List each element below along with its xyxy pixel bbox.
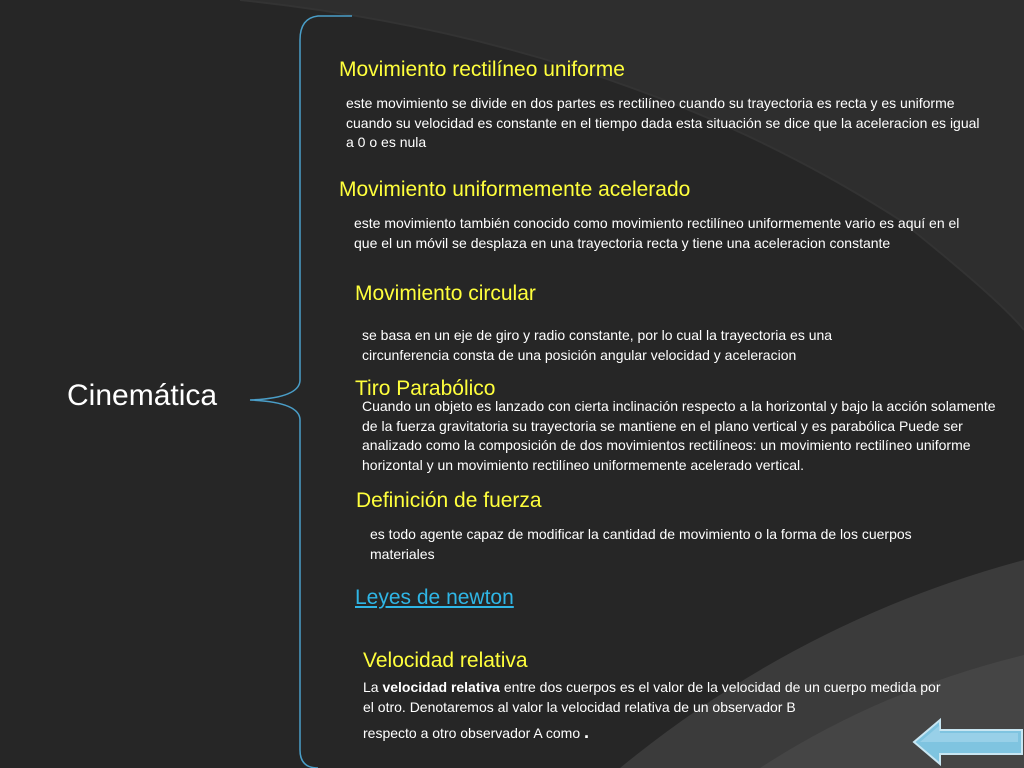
section-text-velocidad-relativa — [363, 678, 943, 717]
section-text-mru: este movimiento se divide en dos partes es rectilíneo cuando su trayectoria es recta y es uniforme cuando su velocidad es constante en el tiempo dada esta situación se dice que la aceleracion es igual a 0 o es nula — [346, 95, 980, 150]
main-title: Cinemática — [67, 379, 218, 412]
text-dot: . — [584, 722, 590, 742]
back-button[interactable] — [912, 716, 1024, 768]
text-bold-term: velocidad relativa — [382, 679, 500, 695]
text-end: respecto a otro observador A como — [363, 725, 585, 741]
section-text-mua: este movimiento también conocido como movimiento rectilíneo uniformemente vario es aquí en el que el un móvil se desplaza en una trayectoria recta y tiene una aceleracion constante — [354, 215, 960, 251]
section-title-velocidad-relativa: Velocidad relativa — [363, 649, 528, 672]
left-arrow-icon — [914, 720, 1022, 764]
section-title-tiro-parabolico: Tiro Parabólico — [355, 377, 496, 400]
section-title-circular: Movimiento circular — [355, 282, 536, 305]
section-text-circular: se basa en un eje de giro y radio constante, por lo cual la trayectoria es una circunferencia consta de una posición angular velocidad y aceleracion — [362, 327, 833, 363]
section-text-velocidad-relativa-end — [363, 723, 943, 744]
leyes-de-newton-link[interactable]: Leyes de newton — [355, 586, 514, 609]
section-title-mua: Movimiento uniformemente acelerado — [339, 178, 691, 201]
text-middle: entre dos cuerpos es el valor de la velocidad de un cuerpo medida por el otro. Denotaremos al valor la velocidad relativa de un observador B — [363, 679, 941, 715]
section-title-fuerza: Definición de fuerza — [356, 489, 542, 512]
section-text-fuerza: es todo agente capaz de modificar la cantidad de movimiento o la forma de los cuerpos materiales — [370, 526, 912, 562]
text-start: La — [363, 679, 383, 695]
section-text-tiro-parabolico: Cuando un objeto es lanzado con cierta inclinación respecto a la horizontal y bajo la acción solamente de la fuerza gravitatoria su trayectoria se mantiene en el plano vertical y es parabólica Puede ser analizado como la composición de dos movimientos rectilíneos: un movimiento rectilíneo uniforme horizontal y un movimiento rectilíneo uniformemente acelerado vertical. — [362, 398, 996, 473]
section-title-mru: Movimiento rectilíneo uniforme — [339, 58, 625, 81]
